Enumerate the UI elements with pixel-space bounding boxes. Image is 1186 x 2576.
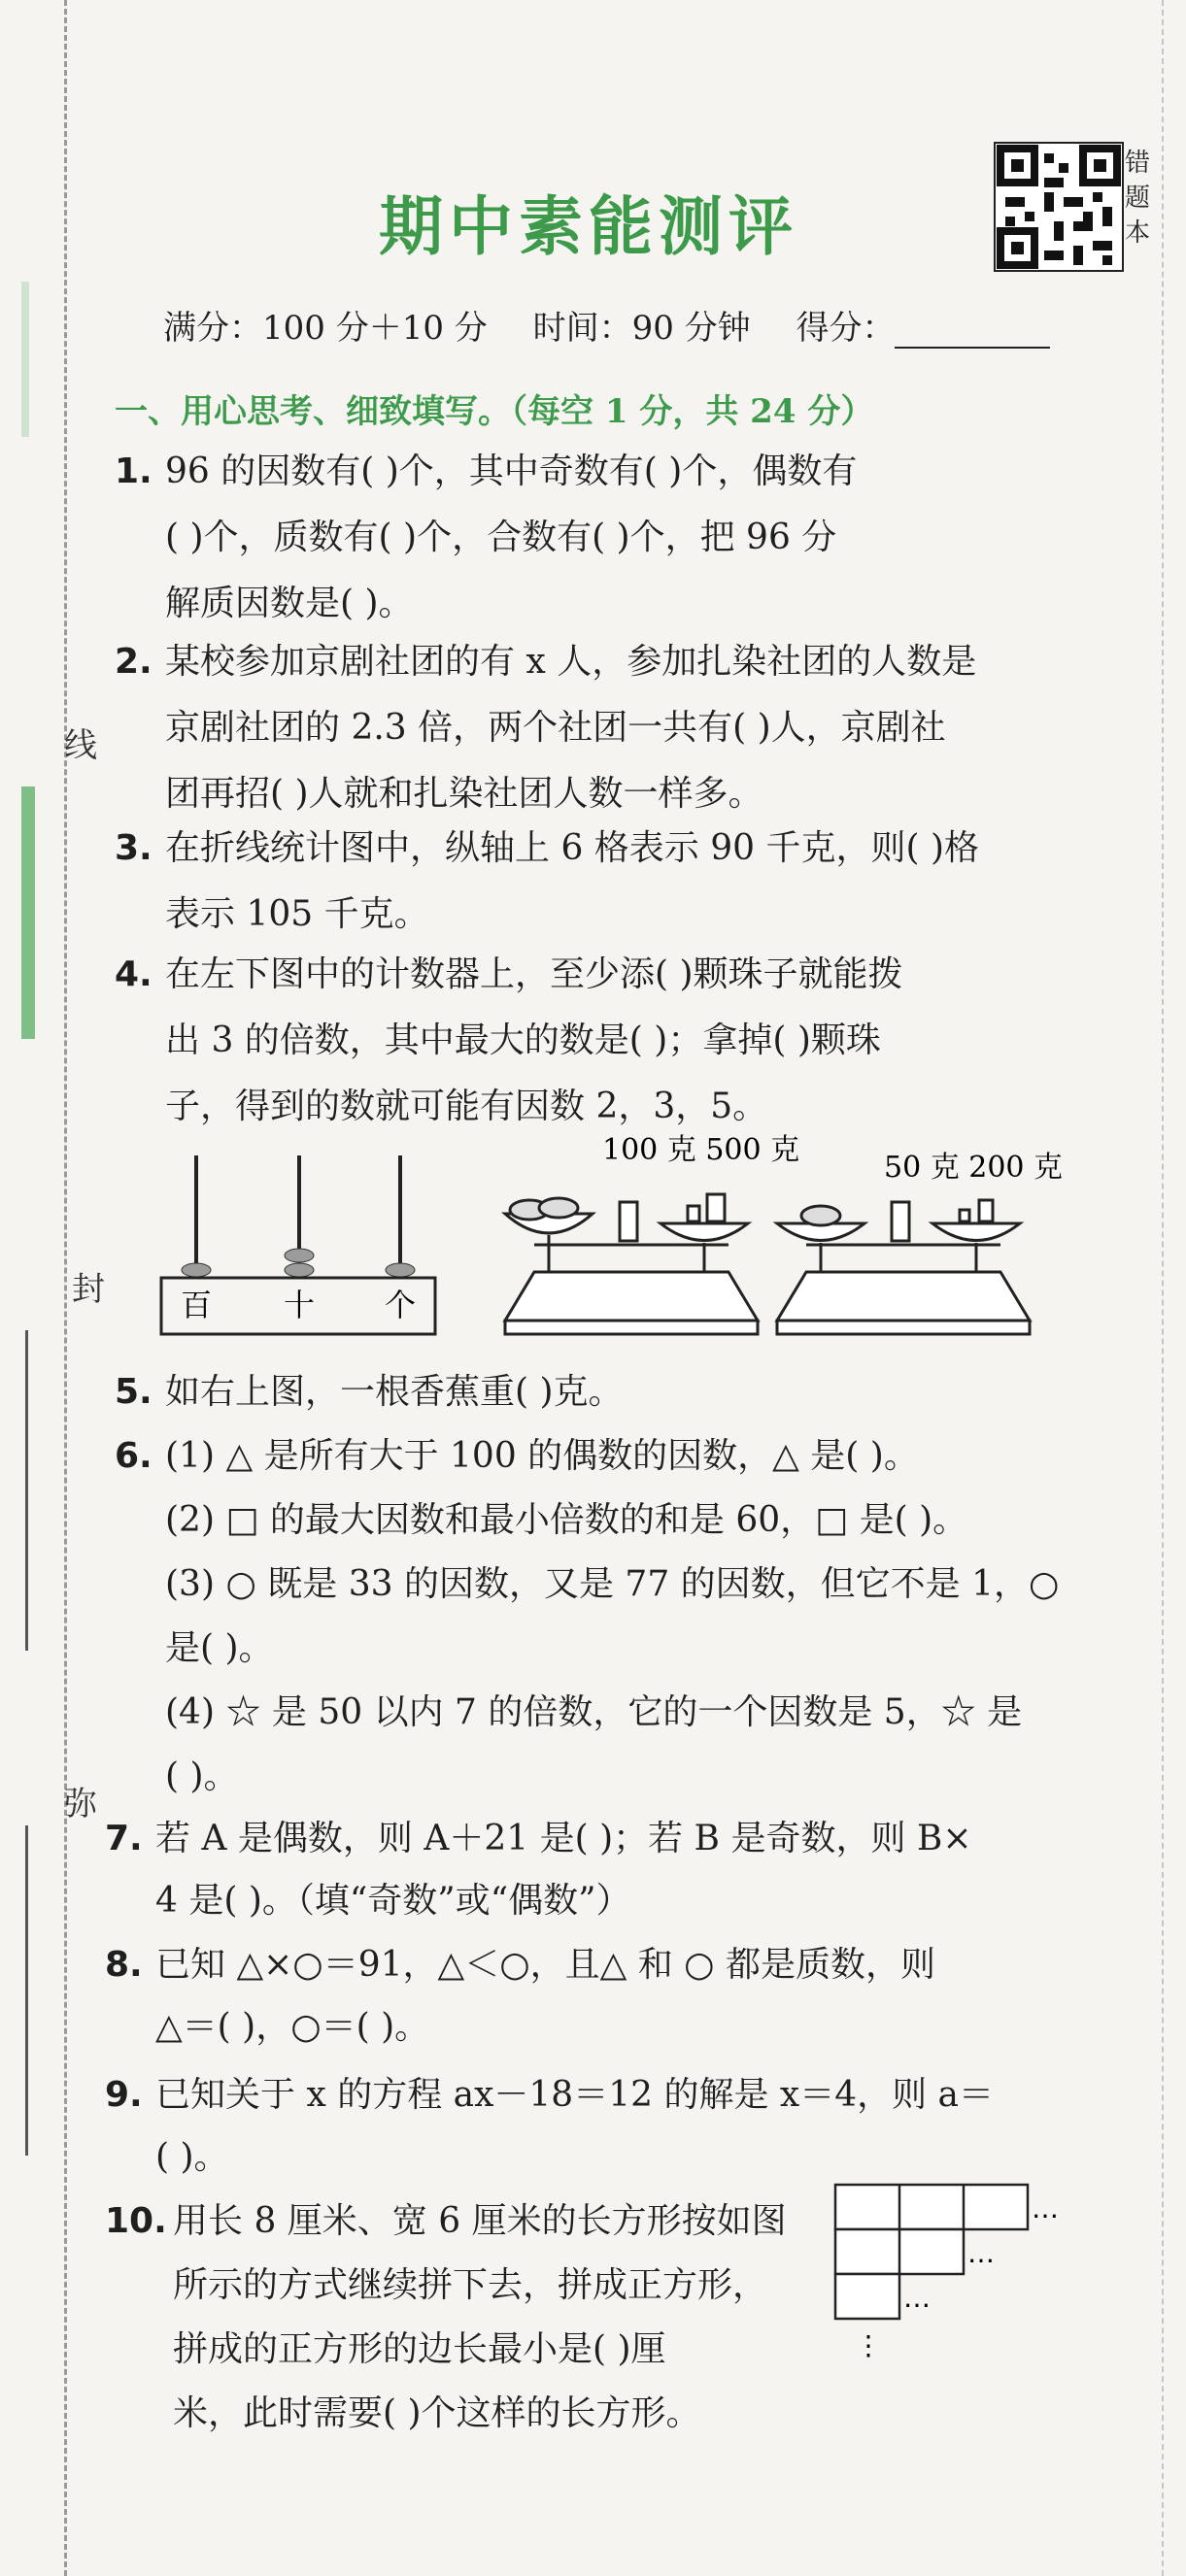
question-text: 表示 105 千克。 bbox=[165, 894, 429, 934]
question-text: ( )个，质数有( )个，合数有( )个，把 96 分 bbox=[165, 518, 837, 557]
question-text: 所示的方式继续拼下去，拼成正方形， bbox=[173, 2265, 768, 2305]
tiling-ellipsis-vertical: ⋮ bbox=[855, 2329, 882, 2361]
question-text: 96 的因数有( )个，其中奇数有( )个，偶数有 bbox=[165, 452, 858, 491]
qr-label bbox=[1125, 146, 1158, 251]
question-text: 4 是( )。（填“奇数”或“偶数”） bbox=[155, 1881, 631, 1921]
question-text: 已知关于 x 的方程 ax－18＝12 的解是 x＝4，则 a＝ bbox=[155, 2075, 995, 2115]
question-number: 3. bbox=[115, 828, 152, 868]
question-text: 团再招( )人就和扎染社团人数一样多。 bbox=[165, 774, 763, 814]
question-text: 用长 8 厘米、宽 6 厘米的长方形按如图 bbox=[173, 2201, 787, 2241]
abacus-label-ones: 个 bbox=[384, 1287, 417, 1323]
left-scale-weights-label: 100 克 500 克 bbox=[602, 1133, 800, 1167]
question-number: 10. bbox=[105, 2201, 167, 2241]
question-text: 出 3 的倍数，其中最大的数是( )；拿掉( )颗珠 bbox=[165, 1020, 881, 1060]
question-number: 7. bbox=[105, 1819, 143, 1858]
question-number: 5. bbox=[115, 1372, 152, 1412]
question-text: ( )。 bbox=[165, 1756, 239, 1796]
question-text: 如右上图，一根香蕉重( )克。 bbox=[165, 1372, 624, 1412]
margin-faded-text bbox=[17, 282, 47, 1039]
tiling-ellipsis: … bbox=[1032, 2192, 1059, 2225]
question-number: 9. bbox=[105, 2075, 143, 2115]
score-header bbox=[163, 301, 1085, 349]
qr-label-char: 题 bbox=[1125, 184, 1151, 213]
abacus-label-hundreds: 百 bbox=[180, 1287, 213, 1323]
question-text: △＝( )，○＝( )。 bbox=[155, 2007, 430, 2047]
right-dashed-line bbox=[1162, 0, 1164, 2576]
question-text: (4) ☆ 是 50 以内 7 的倍数，它的一个因数是 5，☆ 是 bbox=[165, 1692, 1023, 1732]
margin-mi: 弥 bbox=[64, 1785, 97, 1823]
question-text: 若 A 是偶数，则 A＋21 是( )；若 B 是奇数，则 B× bbox=[155, 1819, 972, 1858]
score-blank[interactable] bbox=[895, 319, 1050, 349]
question-text: 是( )。 bbox=[165, 1628, 274, 1668]
question-text: 某校参加京剧社团的有 x 人，参加扎染社团的人数是 bbox=[165, 642, 977, 682]
question-text: 已知 △×○＝91，△＜○，且△ 和 ○ 都是质数，则 bbox=[155, 1945, 936, 1985]
score-label bbox=[796, 309, 1085, 348]
qr-label-char: 错 bbox=[1125, 149, 1151, 178]
abacus-bead bbox=[386, 1263, 415, 1277]
question-text: 拼成的正方形的边长最小是( )厘 bbox=[173, 2329, 666, 2369]
question-text: (3) ○ 既是 33 的因数，又是 77 的因数，但它不是 1，○ bbox=[165, 1564, 1060, 1604]
question-text: (1) △ 是所有大于 100 的偶数的因数，△ 是( )。 bbox=[165, 1436, 919, 1476]
margin-xian: 线 bbox=[64, 726, 97, 765]
tiling-ellipsis: … bbox=[903, 2282, 931, 2314]
abacus-bead bbox=[285, 1249, 314, 1262]
question-number: 4. bbox=[115, 954, 152, 994]
question-text: ( )。 bbox=[155, 2137, 229, 2177]
question-number: 6. bbox=[115, 1436, 152, 1476]
question-text: 子，得到的数就可能有因数 2，3，5。 bbox=[165, 1087, 768, 1126]
question-text: 在折线统计图中，纵轴上 6 格表示 90 千克，则( )格 bbox=[165, 828, 980, 868]
question-text: (2) □ 的最大因数和最小倍数的和是 60，□ 是( )。 bbox=[165, 1500, 968, 1540]
question-number: 2. bbox=[115, 642, 152, 682]
question-text: 解质因数是( )。 bbox=[165, 584, 414, 623]
section-1-heading: 一、用心思考、细致填写。（每空 1 分，共 24 分） bbox=[115, 392, 874, 431]
margin-blank-line bbox=[25, 1825, 28, 2156]
left-balance-scale bbox=[505, 1194, 758, 1334]
margin-blank-line bbox=[25, 1330, 28, 1651]
question-text: 在左下图中的计数器上，至少添( )颗珠子就能拨 bbox=[165, 954, 903, 994]
abacus-label-tens: 十 bbox=[283, 1287, 316, 1323]
qr-code[interactable] bbox=[994, 142, 1124, 272]
abacus-figure bbox=[155, 1146, 447, 1340]
margin-feng: 封 bbox=[72, 1270, 105, 1309]
qr-code-icon bbox=[996, 144, 1122, 270]
score-label-text: 得分： bbox=[796, 309, 896, 348]
right-balance-scale bbox=[777, 1200, 1030, 1334]
binding-dashed-line bbox=[64, 0, 67, 2576]
qr-label-char: 本 bbox=[1125, 218, 1151, 248]
full-score: 满分：100 分＋10 分 bbox=[163, 309, 488, 348]
rectangle-tiling-figure bbox=[826, 2175, 1078, 2369]
question-number: 8. bbox=[105, 1945, 143, 1985]
right-scale-weights-label: 50 克 200 克 bbox=[884, 1151, 1064, 1185]
balance-scales-figure bbox=[486, 1126, 1088, 1350]
page-title: 期中素能测评 bbox=[379, 188, 798, 264]
abacus-bead bbox=[285, 1263, 314, 1277]
time-limit: 时间：90 分钟 bbox=[532, 309, 751, 348]
abacus-bead bbox=[182, 1263, 211, 1277]
question-text: 米，此时需要( )个这样的长方形。 bbox=[173, 2393, 701, 2433]
question-text: 京剧社团的 2.3 倍，两个社团一共有( )人，京剧社 bbox=[165, 708, 946, 748]
question-number: 1. bbox=[115, 452, 152, 491]
tiling-ellipsis: … bbox=[967, 2237, 995, 2269]
